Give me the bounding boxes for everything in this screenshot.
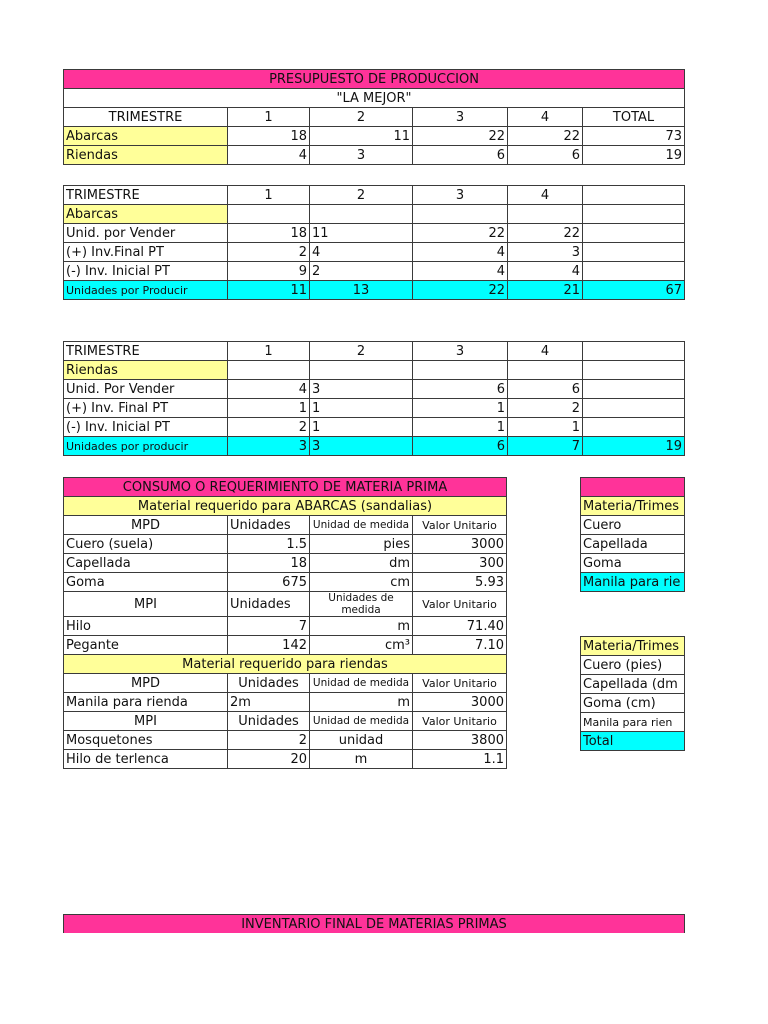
cell: cm³: [310, 636, 413, 655]
r-mpd-header-row: [64, 674, 507, 693]
mpi-header-row: [64, 592, 507, 617]
cell: 73: [583, 127, 685, 146]
materia-prima-title: CONSUMO O REQUERIMIENTO DE MATERIA PRIMA: [64, 478, 507, 497]
product-label: Riendas: [64, 361, 228, 380]
header-cell: Unidad de medida: [310, 516, 413, 535]
side-row-label: Cuero: [581, 516, 685, 535]
cell: 22: [413, 127, 508, 146]
table-row: [64, 361, 685, 380]
header-cell: 3: [413, 342, 508, 361]
materia-prima-table: [63, 477, 507, 769]
cell: pies: [310, 535, 413, 554]
abarcas-header-row: [64, 186, 685, 205]
cell: 1: [310, 418, 413, 437]
cell: 1: [228, 399, 310, 418]
cell: 300: [413, 554, 507, 573]
table-row: [64, 127, 685, 146]
cell: 7: [228, 617, 310, 636]
cell: 11: [228, 281, 310, 300]
cell: 4: [413, 262, 508, 281]
cell: [583, 380, 685, 399]
cell: 3: [508, 243, 583, 262]
riendas-table: [63, 341, 685, 456]
cell: 6: [413, 146, 508, 165]
header-cell: Valor Unitario: [413, 674, 507, 693]
cell: 4: [508, 262, 583, 281]
cell: 1: [413, 399, 508, 418]
header-cell: TOTAL: [583, 108, 685, 127]
cell: 11: [310, 127, 413, 146]
cell: 3000: [413, 693, 507, 712]
header-cell: 1: [228, 342, 310, 361]
r-mpi-header-row: [64, 712, 507, 731]
side-table-2: [580, 636, 685, 751]
cell: 1.1: [413, 750, 507, 769]
budget-table: [63, 69, 685, 165]
header-cell: 4: [508, 186, 583, 205]
abarcas-heading: Material requerido para ABARCAS (sandalias): [64, 497, 507, 516]
header-cell: [583, 186, 685, 205]
cell: 13: [310, 281, 413, 300]
table-row: [64, 205, 685, 224]
cell: 20: [228, 750, 310, 769]
total-row: [64, 281, 685, 300]
side-header: Materia/Trimes: [581, 637, 685, 656]
cell: m: [310, 693, 413, 712]
header-cell: 3: [413, 186, 508, 205]
total-row: [64, 437, 685, 456]
cell: 7: [508, 437, 583, 456]
header-cell: 1: [228, 108, 310, 127]
cell: 22: [413, 281, 508, 300]
cell: 3000: [413, 535, 507, 554]
cell: 4: [228, 380, 310, 399]
riendas-header-row: [64, 342, 685, 361]
cell: 18: [228, 127, 310, 146]
budget-header-row: [64, 108, 685, 127]
table-row: [64, 224, 685, 243]
cell: 2: [228, 243, 310, 262]
inventario-table: [63, 914, 685, 933]
cell: 11: [310, 224, 413, 243]
cell: 142: [228, 636, 310, 655]
header-cell: Valor Unitario: [413, 592, 507, 617]
table-row: [64, 636, 507, 655]
row-label: Unidades por Producir: [64, 281, 228, 300]
cell: 6: [413, 437, 508, 456]
cell: [583, 224, 685, 243]
cell: 4: [310, 243, 413, 262]
header-cell: MPI: [64, 592, 228, 617]
header-cell: MPD: [64, 674, 228, 693]
header-cell: Valor Unitario: [413, 516, 507, 535]
abarcas-table: [63, 185, 685, 300]
row-label: Cuero (suela): [64, 535, 228, 554]
table-row: [64, 693, 507, 712]
header-cell: 2: [310, 186, 413, 205]
cell: 4: [413, 243, 508, 262]
header-cell: 4: [508, 108, 583, 127]
cell: 9: [228, 262, 310, 281]
header-cell: MPD: [64, 516, 228, 535]
cell: 6: [508, 146, 583, 165]
header-cell: [583, 342, 685, 361]
cell: 71.40: [413, 617, 507, 636]
header-cell: 1: [228, 186, 310, 205]
table-row: [64, 535, 507, 554]
cell: 67: [583, 281, 685, 300]
cell: 1: [508, 418, 583, 437]
cell: 3800: [413, 731, 507, 750]
table-row: [64, 380, 685, 399]
cell: 19: [583, 146, 685, 165]
row-label: Capellada: [64, 554, 228, 573]
row-label: (-) Inv. Inicial PT: [64, 262, 228, 281]
cell: [583, 243, 685, 262]
side-header: Materia/Trimes: [581, 497, 685, 516]
side-row-label: Manila para rien: [581, 713, 685, 732]
header-cell: Valor Unitario: [413, 712, 507, 731]
header-cell: TRIMESTRE: [64, 108, 228, 127]
cell: 19: [583, 437, 685, 456]
table-row: [64, 731, 507, 750]
side-row-label: Capellada (dm: [581, 675, 685, 694]
table-row: [64, 146, 685, 165]
header-cell: 2: [310, 342, 413, 361]
cell: 21: [508, 281, 583, 300]
cell: 22: [508, 224, 583, 243]
mpd-header-row: [64, 516, 507, 535]
header-cell: 2: [310, 108, 413, 127]
row-label: Goma: [64, 573, 228, 592]
cell: 7.10: [413, 636, 507, 655]
cell: 1: [413, 418, 508, 437]
cell: [583, 399, 685, 418]
cell: 2: [228, 731, 310, 750]
cell: unidad: [310, 731, 413, 750]
row-label: Abarcas: [64, 127, 228, 146]
cell: m: [310, 617, 413, 636]
budget-title: PRESUPUESTO DE PRODUCCION: [64, 70, 685, 89]
header-cell: Unidades: [228, 674, 310, 693]
product-label: Abarcas: [64, 205, 228, 224]
header-cell: Unidades de medida: [310, 592, 413, 617]
table-row: [64, 399, 685, 418]
row-label: Unid. Por Vender: [64, 380, 228, 399]
cell: 675: [228, 573, 310, 592]
table-row: [64, 554, 507, 573]
row-label: Riendas: [64, 146, 228, 165]
table-row: [64, 573, 507, 592]
side-total-label: Total: [581, 732, 685, 751]
header-cell: MPI: [64, 712, 228, 731]
side-row-label: Goma (cm): [581, 694, 685, 713]
row-label: Unid. por Vender: [64, 224, 228, 243]
side-pink-header: [581, 478, 685, 497]
cell: [583, 262, 685, 281]
header-cell: TRIMESTRE: [64, 342, 228, 361]
row-label: Hilo: [64, 617, 228, 636]
cell: 22: [413, 224, 508, 243]
cell: 1.5: [228, 535, 310, 554]
cell: dm: [310, 554, 413, 573]
side-table-1: [580, 477, 685, 592]
row-label: (+) Inv. Final PT: [64, 399, 228, 418]
cell: 3: [310, 437, 413, 456]
header-cell: Unidad de medida: [310, 712, 413, 731]
cell: 5.93: [413, 573, 507, 592]
cell: 6: [508, 380, 583, 399]
inventario-title: INVENTARIO FINAL DE MATERIAS PRIMAS: [64, 915, 685, 934]
cell: 4: [228, 146, 310, 165]
row-label: Unidades por producir: [64, 437, 228, 456]
cell: 6: [413, 380, 508, 399]
side-row-label: Manila para rie: [581, 573, 685, 592]
table-row: [64, 617, 507, 636]
row-label: Mosquetones: [64, 731, 228, 750]
header-cell: Unidades: [228, 592, 310, 617]
header-cell: 4: [508, 342, 583, 361]
header-cell: Unidades: [228, 712, 310, 731]
table-row: [64, 750, 507, 769]
cell: 18: [228, 554, 310, 573]
table-row: [64, 418, 685, 437]
header-cell: 3: [413, 108, 508, 127]
cell: 3: [228, 437, 310, 456]
side-row-label: Capellada: [581, 535, 685, 554]
cell: [583, 418, 685, 437]
row-label: (+) Inv.Final PT: [64, 243, 228, 262]
row-label: Pegante: [64, 636, 228, 655]
cell: 22: [508, 127, 583, 146]
side-row-label: Goma: [581, 554, 685, 573]
cell: 2m: [228, 693, 310, 712]
row-label: Hilo de terlenca: [64, 750, 228, 769]
row-label: (-) Inv. Inicial PT: [64, 418, 228, 437]
cell: 2: [310, 262, 413, 281]
cell: m: [310, 750, 413, 769]
cell: 3: [310, 146, 413, 165]
cell: 1: [310, 399, 413, 418]
header-cell: Unidad de medida: [310, 674, 413, 693]
riendas-heading: Material requerido para riendas: [64, 655, 507, 674]
row-label: Manila para rienda: [64, 693, 228, 712]
cell: 2: [228, 418, 310, 437]
cell: 2: [508, 399, 583, 418]
side-row-label: Cuero (pies): [581, 656, 685, 675]
budget-subtitle: "LA MEJOR": [64, 89, 685, 108]
table-row: [64, 262, 685, 281]
table-row: [64, 243, 685, 262]
header-cell: TRIMESTRE: [64, 186, 228, 205]
cell: 18: [228, 224, 310, 243]
cell: cm: [310, 573, 413, 592]
header-cell: Unidades: [228, 516, 310, 535]
cell: 3: [310, 380, 413, 399]
